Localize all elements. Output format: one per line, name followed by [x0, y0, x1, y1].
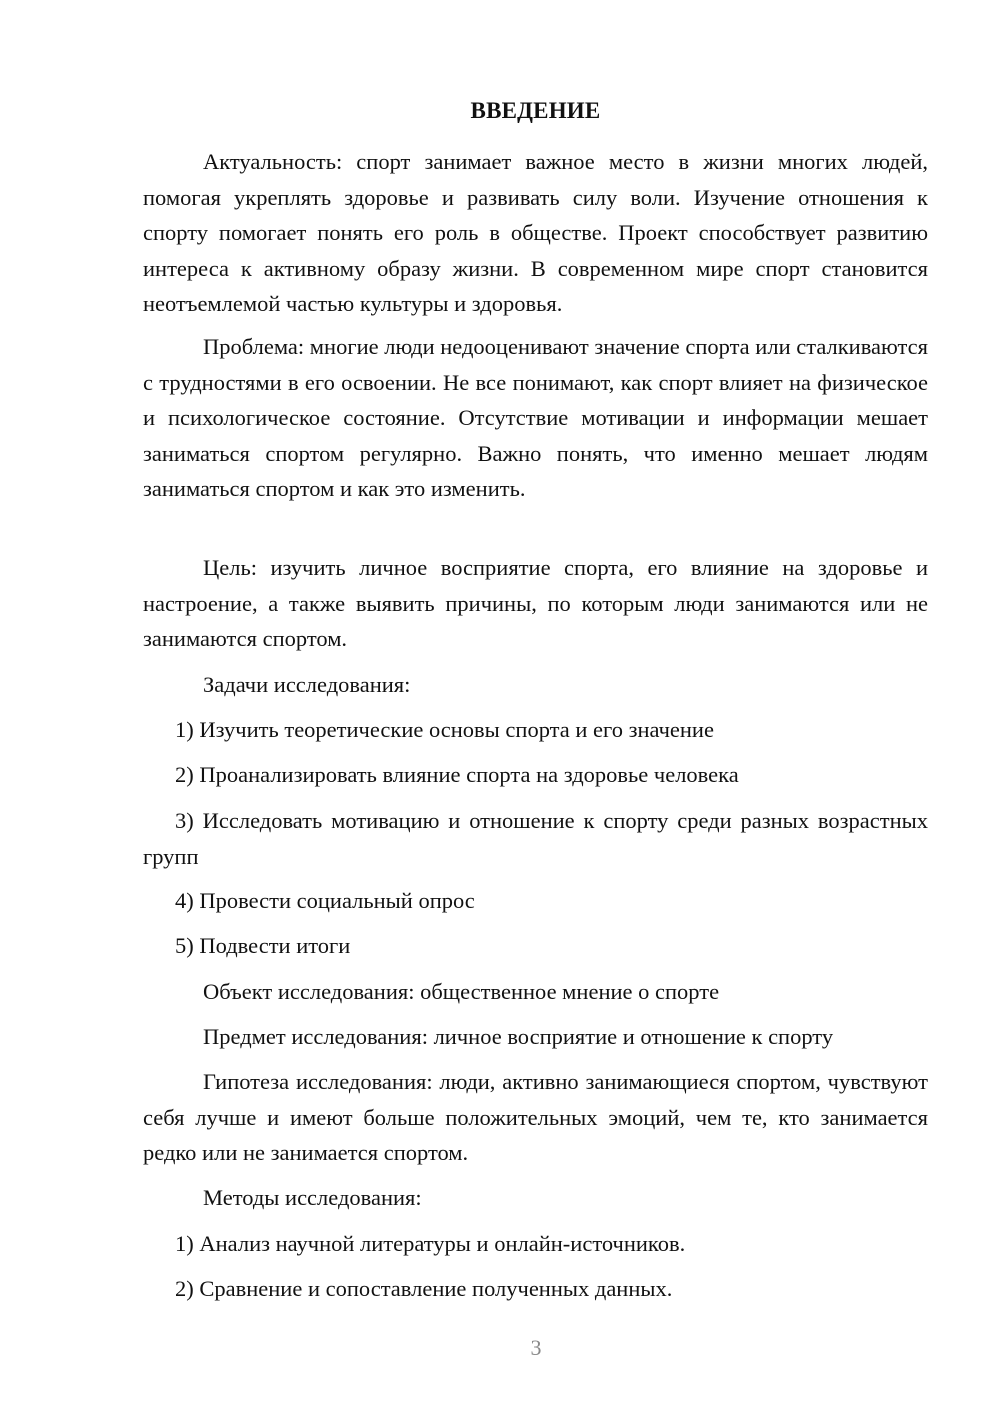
paragraph-subject: Предмет исследования: личное восприятие и отношение к спорту — [203, 1024, 834, 1049]
methods-heading: Методы исследования: — [203, 1185, 422, 1210]
task-item-4: 4) Провести социальный опрос — [175, 888, 475, 913]
task-item-2: 2) Проанализировать влияние спорта на здоровье человека — [175, 762, 739, 787]
paragraph-problem: Проблема: многие люди недооценивают значение спорта или сталкиваются с трудностями в его освоении. Не все понимают, как спорт влияет на физическое и психологическое состояние. Отсутствие мотивации и информации мешает заниматься спортом регулярно. Важно понять, что именно мешает людям заниматься спортом и как это изменить. — [143, 334, 928, 502]
method-item-2: 2) Сравнение и сопоставление полученных данных. — [175, 1276, 673, 1301]
task-item-5: 5) Подвести итоги — [175, 933, 351, 958]
task-item-1: 1) Изучить теоретические основы спорта и его значение — [175, 717, 714, 742]
paragraph-relevance: Актуальность: спорт занимает важное место в жизни многих людей, помогая укреплять здоровье и развивать силу воли. Изучение отношения к спорту помогает понять его роль в обществе. Проект способствует развитию интереса к активному образу жизни. В современном мире спорт становится неотъемлемой частью культуры и здоровья. — [143, 149, 928, 317]
task-item-3: 3) Исследовать мотивацию и отношение к спорту среди разных возрастных групп — [143, 808, 928, 869]
page-number: 3 — [530, 1335, 542, 1360]
method-item-1: 1) Анализ научной литературы и онлайн-источников. — [175, 1231, 686, 1256]
paragraph-goal: Цель: изучить личное восприятие спорта, его влияние на здоровье и настроение, а также выявить причины, по которым люди занимаются или не занимаются спортом. — [143, 555, 928, 652]
paragraph-object: Объект исследования: общественное мнение о спорте — [203, 979, 720, 1004]
tasks-heading: Задачи исследования: — [203, 672, 411, 697]
page-title: ВВЕДЕНИЕ — [470, 98, 601, 123]
paragraph-hypothesis: Гипотеза исследования: люди, активно занимающиеся спортом, чувствуют себя лучше и имеют больше положительных эмоций, чем те, кто занимается редко или не занимается спортом. — [143, 1069, 928, 1166]
